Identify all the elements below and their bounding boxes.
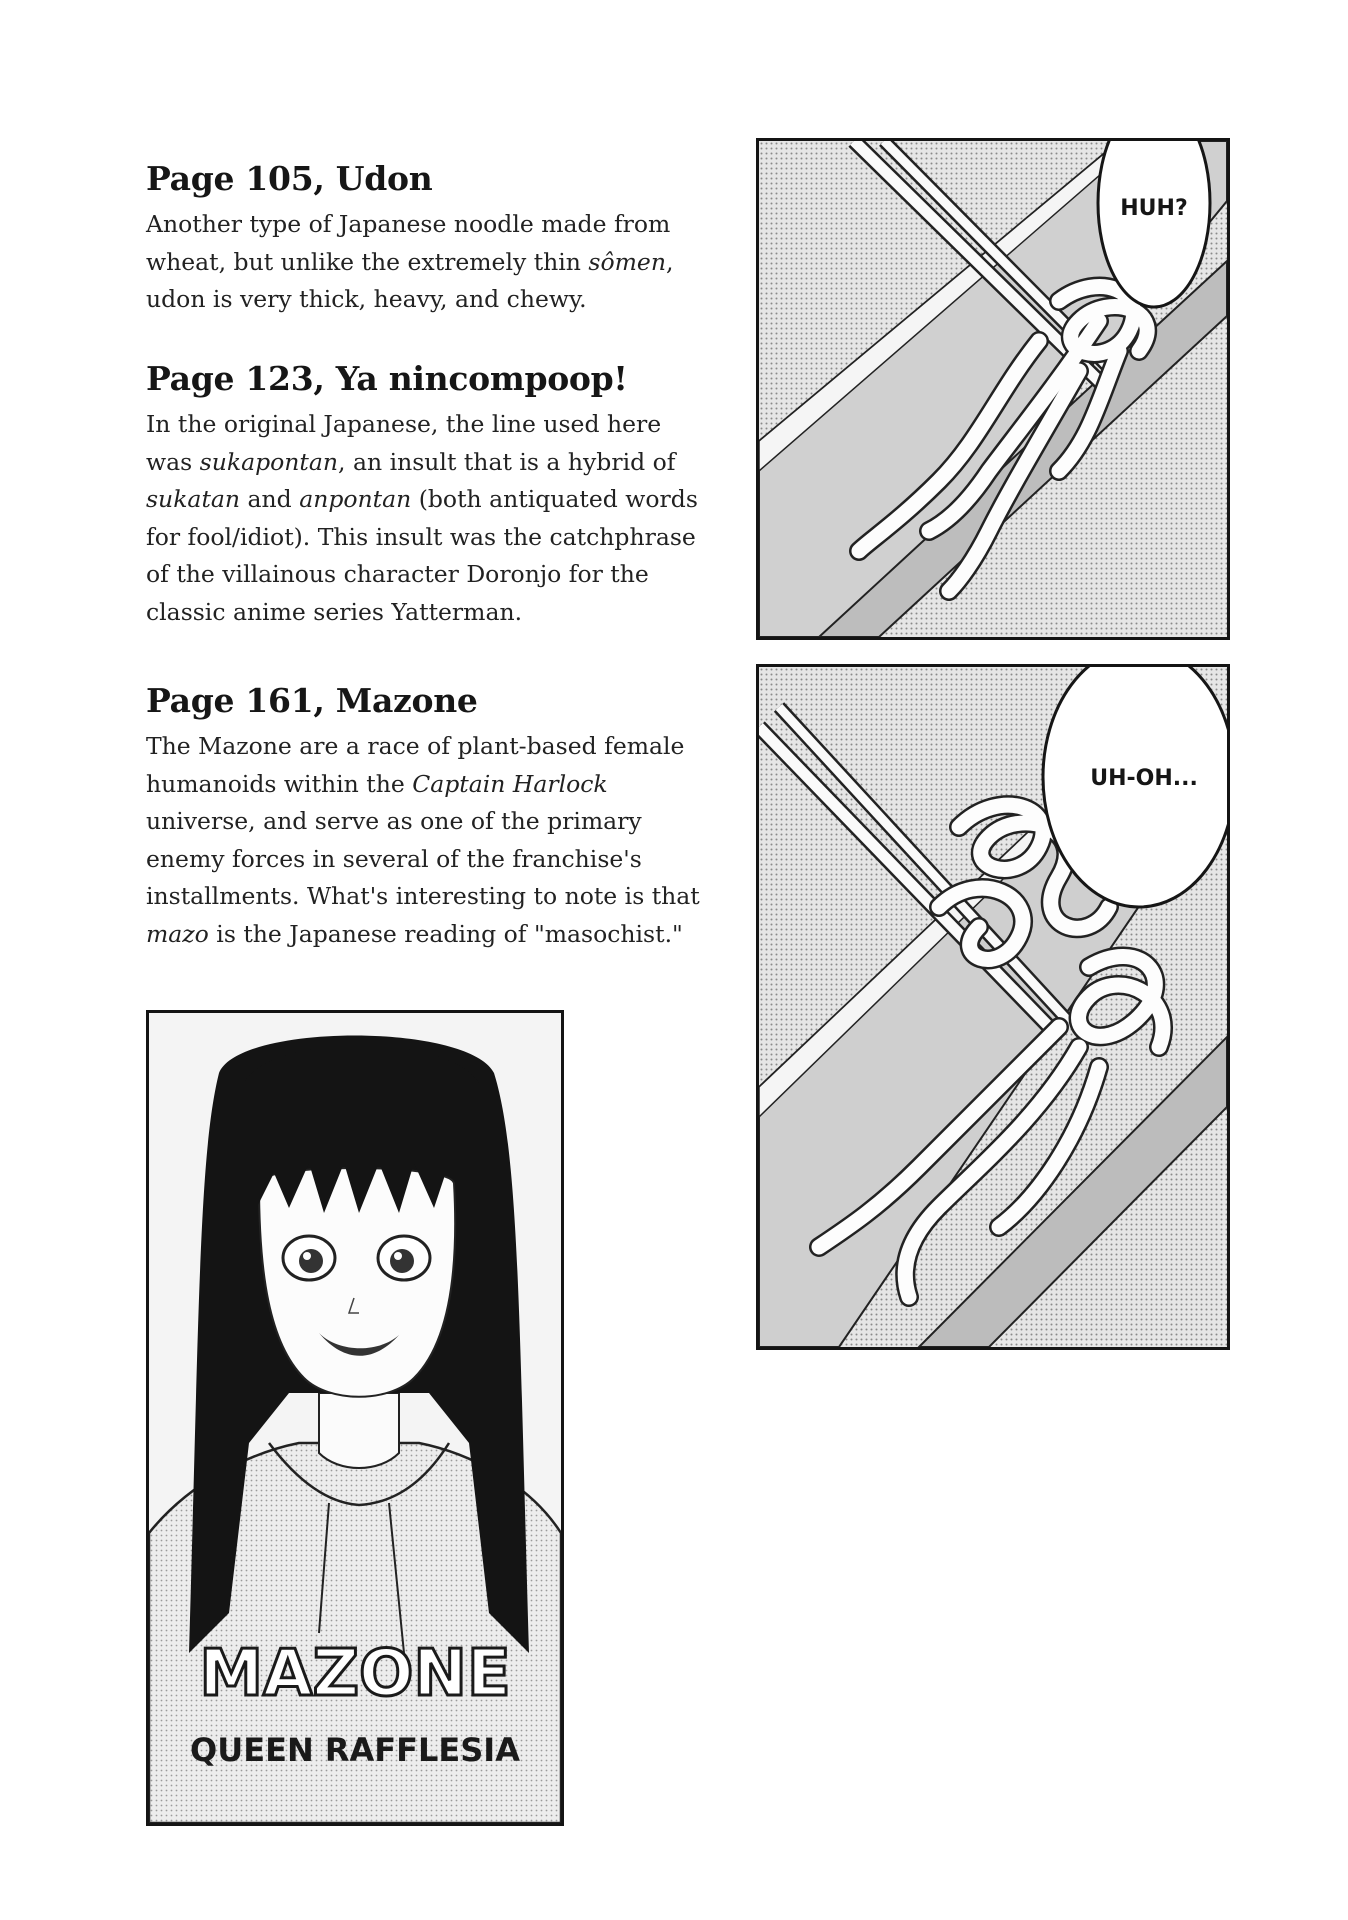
note-line: The Mazone are a race of plant-based female bbox=[146, 732, 685, 760]
note-heading: Page 123, Ya nincompoop! bbox=[146, 359, 628, 398]
note-line: udon is very thick, heavy, and chewy. bbox=[146, 285, 587, 313]
note-line: for fool/idiot). This insult was the catchphrase bbox=[146, 522, 696, 551]
italic-term: sukatan bbox=[146, 485, 241, 513]
note-line: enemy forces in several of the franchise's bbox=[146, 844, 642, 873]
note-line: was sukapontan, an insult that is a hybrid of bbox=[146, 447, 676, 476]
note-line: classic anime series Yatterman. bbox=[146, 597, 523, 626]
italic-term: anpontan bbox=[299, 485, 412, 513]
note-mazone bbox=[146, 680, 736, 953]
speech-huh: HUH? bbox=[1120, 196, 1188, 221]
note-line: humanoids within the Captain Harlock bbox=[146, 769, 608, 798]
note-body bbox=[146, 406, 736, 631]
note-line: In the original Japanese, the line used here bbox=[146, 410, 662, 438]
note-line: installments. What's interesting to note is that bbox=[146, 882, 700, 910]
note-line: of the villainous character Doronjo for the bbox=[146, 560, 649, 588]
note-line: wheat, but unlike the extremely thin sômen, bbox=[146, 247, 674, 276]
note-line: sukatan and anpontan (both antiquated words bbox=[146, 485, 698, 513]
manga-panel-noodles-top bbox=[756, 138, 1230, 640]
italic-term: sômen bbox=[588, 247, 666, 276]
note-body bbox=[146, 206, 736, 319]
italic-term: sukapontan bbox=[199, 447, 339, 476]
note-line: universe, and serve as one of the primary bbox=[146, 807, 642, 835]
noodle-illustration-top bbox=[759, 141, 1227, 637]
note-heading: Page 105, Udon bbox=[146, 159, 433, 198]
note-nincompoop bbox=[146, 358, 736, 631]
italic-term: Captain Harlock bbox=[412, 769, 608, 798]
note-line: Another type of Japanese noodle made from bbox=[146, 210, 671, 238]
shirt-print-queen-rafflesia: QUEEN RAFFLESIA bbox=[190, 1731, 520, 1769]
note-heading: Page 161, Mazone bbox=[146, 681, 478, 720]
shirt-print-mazone: MAZONE bbox=[199, 1637, 511, 1711]
note-udon bbox=[146, 158, 736, 319]
note-line: mazo is the Japanese reading of "masochist." bbox=[146, 919, 683, 948]
noodle-illustration-middle bbox=[759, 667, 1227, 1347]
girl-illustration bbox=[149, 1013, 561, 1823]
manga-panel-girl bbox=[146, 1010, 564, 1826]
italic-term: mazo bbox=[146, 919, 209, 948]
speech-uh-oh: UH-OH... bbox=[1090, 766, 1198, 791]
manga-panel-noodles-middle bbox=[756, 664, 1230, 1350]
note-body bbox=[146, 728, 736, 953]
